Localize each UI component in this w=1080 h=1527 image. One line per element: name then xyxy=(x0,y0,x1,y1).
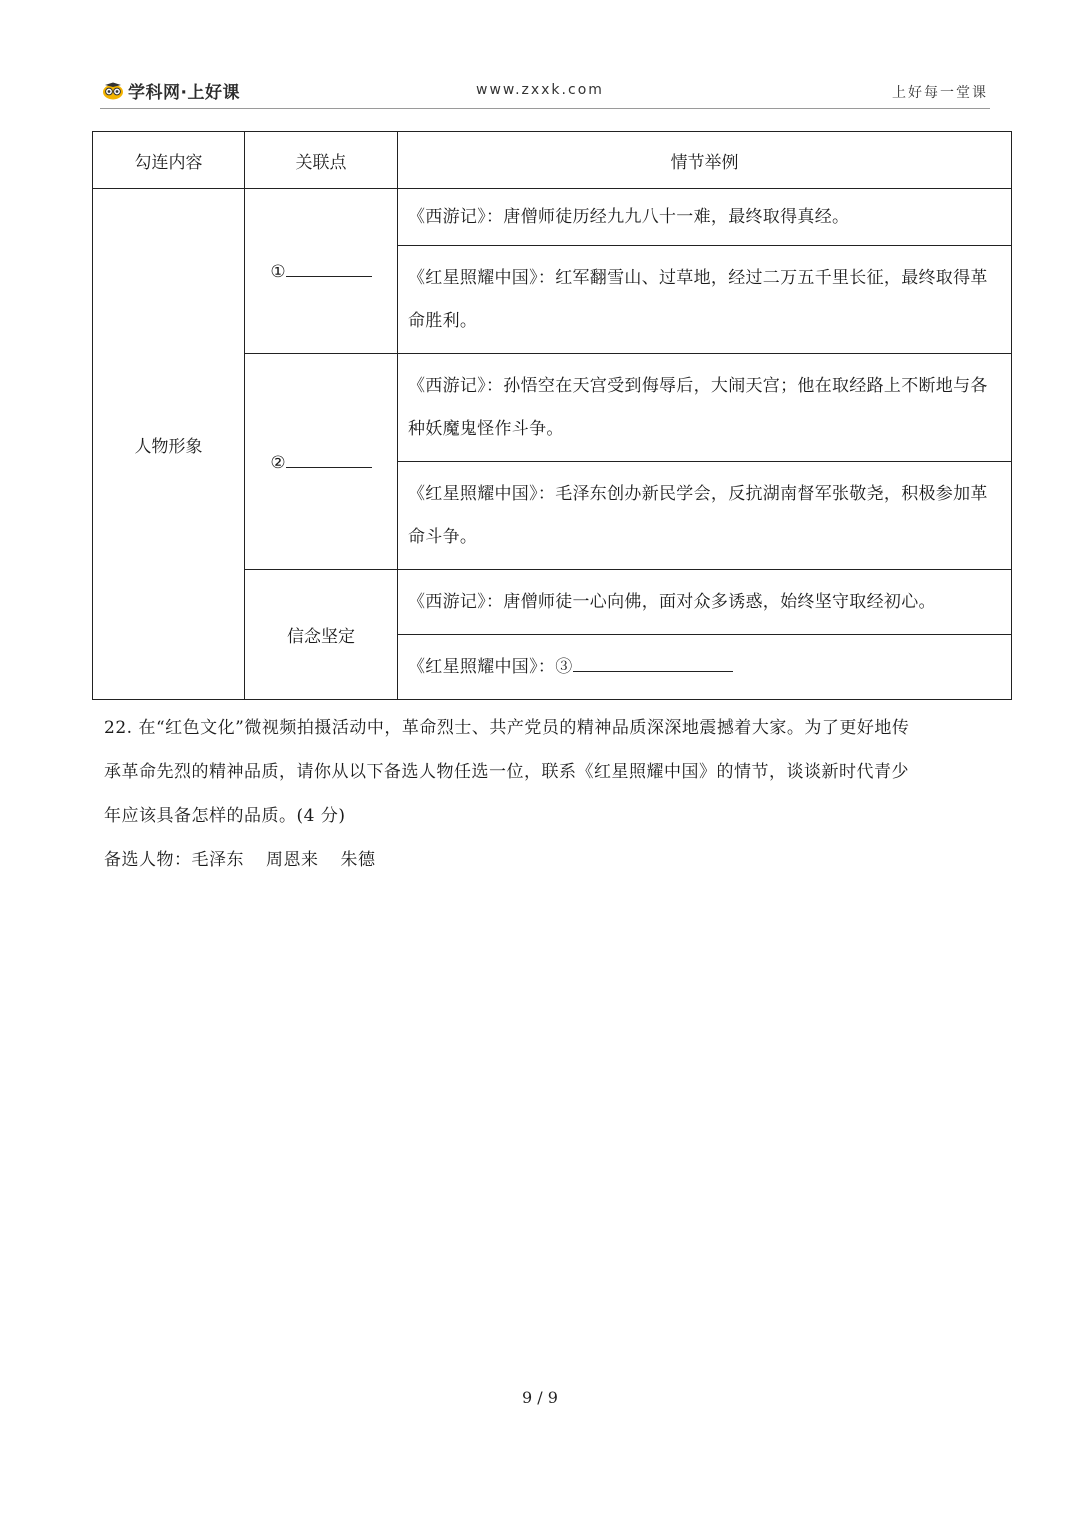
answer-blank-2[interactable] xyxy=(286,451,372,468)
answer-blank-1[interactable] xyxy=(286,260,372,277)
point-cell-1 xyxy=(245,189,398,354)
header-cell-example: 情节举例 xyxy=(398,132,1012,189)
question-22 xyxy=(104,706,984,882)
example-cell: 《红星照耀中国》：毛泽东创办新民学会，反抗湖南督军张敬尧，积极参加革命斗争。 xyxy=(398,462,1012,570)
candidates-label: 备选人物： xyxy=(104,850,192,870)
point-label-1: ① xyxy=(270,262,286,282)
answer-blank-3[interactable] xyxy=(573,655,733,672)
header-slogan: 上好每一堂课 xyxy=(892,85,988,101)
owl-logo-icon xyxy=(102,82,124,100)
point-label-2: ② xyxy=(270,452,286,473)
page-number: 9 / 9 xyxy=(522,1388,558,1407)
question-text-line: 承革命先烈的精神品质，请你从以下备选人物任选一位，联系《红星照耀中国》的情节，谈谈新时代青少 xyxy=(104,762,909,782)
example-cell: 《西游记》：孙悟空在天宫受到侮辱后，大闹天宫；他在取经路上不断地与各种妖魔鬼怪作斗争。 xyxy=(398,354,1012,462)
example-cell: 《西游记》：唐僧师徒一心向佛，面对众多诱惑，始终坚守取经初心。 xyxy=(398,570,1012,635)
table-header-row xyxy=(93,132,1012,189)
candidate-name: 朱德 xyxy=(340,850,376,870)
candidate-name: 周恩来 xyxy=(266,850,319,870)
table-row xyxy=(93,189,1012,246)
header-cell-point: 关联点 xyxy=(245,132,398,189)
page-header xyxy=(100,72,990,109)
logo-text: 学科网·上好课 xyxy=(128,83,240,103)
example-cell: 《红星照耀中国》：红军翻雪山、过草地，经过二万五千里长征，最终取得革命胜利。 xyxy=(398,246,1012,354)
site-logo xyxy=(102,78,240,103)
question-text-line: 年应该具备怎样的品质。(4 分) xyxy=(104,806,346,826)
candidate-list xyxy=(104,838,984,882)
question-text-line: 22. 在“红色文化”微视频拍摄活动中，革命烈士、共产党员的精神品质深深地震撼着大家。为了更好地传 xyxy=(104,718,910,738)
site-url: www.zxxk.com xyxy=(476,82,604,98)
example-cell: 《西游记》：唐僧师徒历经九九八十一难，最终取得真经。 xyxy=(398,189,1012,246)
point-cell-3: 信念坚定 xyxy=(245,570,398,700)
comparison-table xyxy=(92,131,1012,700)
header-cell-content: 勾连内容 xyxy=(93,132,245,189)
point-cell-2 xyxy=(245,354,398,570)
candidate-name: 毛泽东 xyxy=(191,850,244,870)
example-text: 《红星照耀中国》：③ xyxy=(408,656,573,677)
content-cell: 人物形象 xyxy=(93,189,245,700)
example-cell-with-blank xyxy=(398,635,1012,700)
